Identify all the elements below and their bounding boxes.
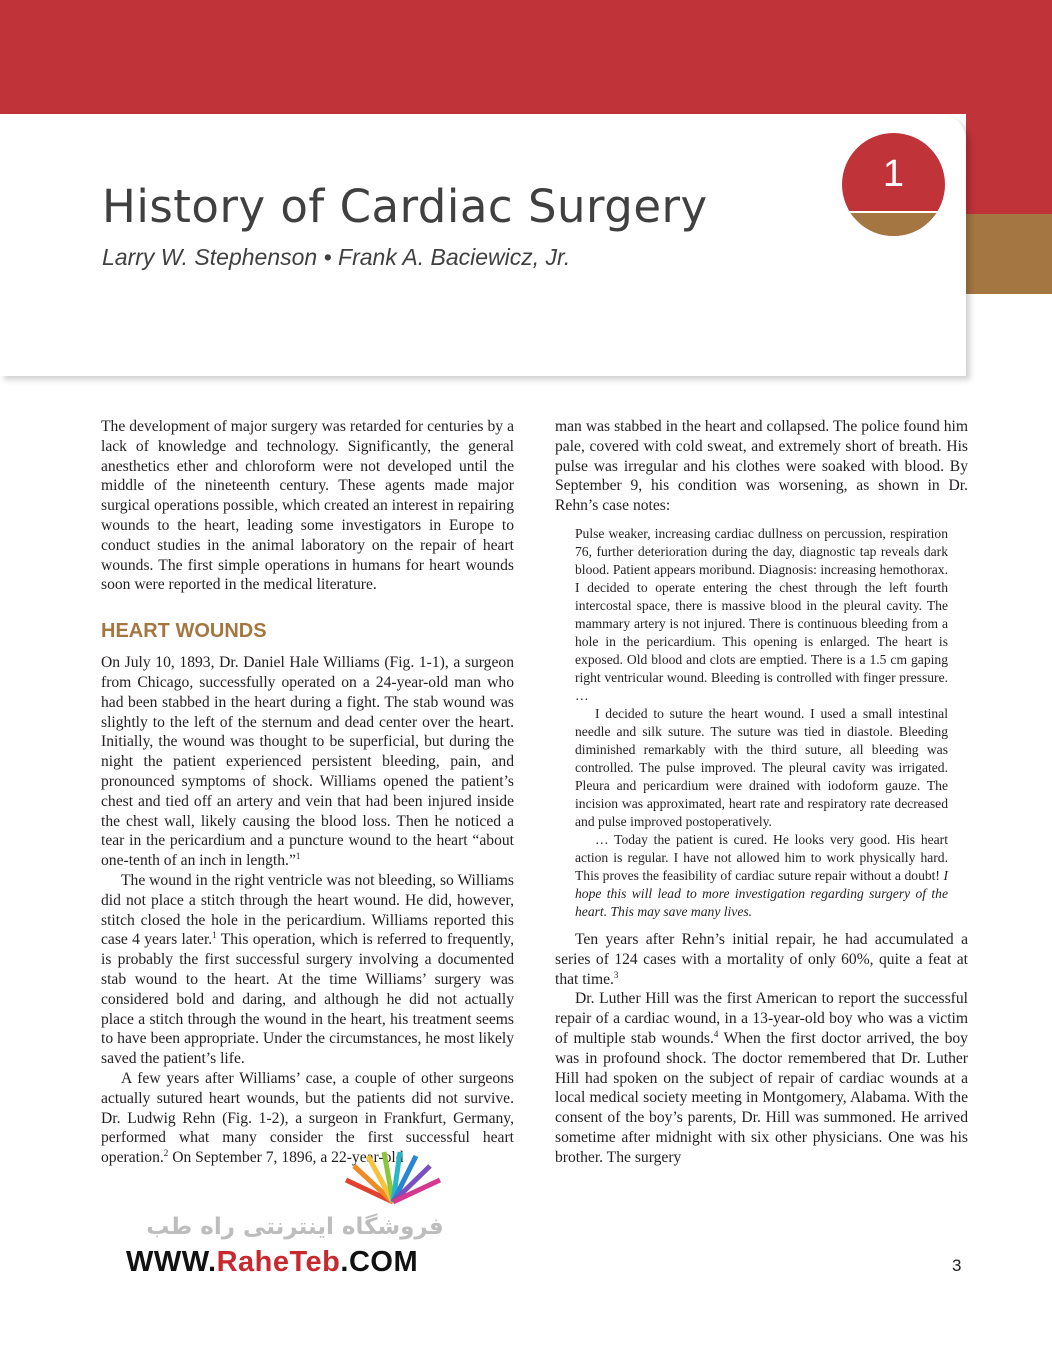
chapter-title: History of Cardiac Surgery (102, 180, 708, 233)
reference-marker: 3 (613, 969, 619, 980)
intro-paragraph: The development of major surgery was retarded for centuries by a lack of knowledge and technology. Significantly, the general anesthetics ether and chloroform were not developed until the middle of the nineteenth century. These agents made major surgical operations possible, which created an interest in repairing wounds to the heart, leading some investigators in Europe to conduct studies in the animal laboratory on the repair of heart wounds. The first simple operations in humans for heart wounds soon were reported in the medical literature. (101, 418, 514, 594)
site-watermark (110, 1147, 470, 1280)
reference-marker: 1 (212, 930, 217, 941)
paragraph-text: A few years after Williams’ case, a couple of other surgeons actually sutured heart wounds, but the patients did not survive. Dr. Ludwig Rehn (Fig. 1-2), a surgeon in Frankfurt, Germany, performed what many consider the first successful heart operation. (101, 1069, 514, 1167)
paragraph-text: Dr. Luther Hill was the first American to report the successful repair of a cardiac wound, in a 13-year-old boy who was a victim of multiple stab wounds. (555, 990, 968, 1047)
chapter-authors: Larry W. Stephenson • Frank A. Baciewicz, Jr. (102, 244, 571, 270)
paragraph-text: This operation, which is referred to frequently, is probably the first successful surgery involving a documented stab wound to the heart. At the time Williams’ surgery was considered bold and daring, and although he did not actually place a stitch through the wound in the heart, his treatment seems to have been appropriate. Under the circumstances, he most likely saved the patient’s life. (101, 931, 514, 1068)
chapter-badge-divider (842, 211, 945, 213)
book-fan-logo-icon (338, 1150, 448, 1206)
reference-marker: 4 (713, 1028, 719, 1039)
page-number: 3 (952, 1256, 962, 1275)
quote-text: … Today the patient is cured. He looks very good. His heart action is regular. I have not allowed him to work physically hard. This proves the feasibility of cardiac suture repair without a doubt! (575, 831, 948, 883)
watermark-url-suffix: .COM (340, 1246, 419, 1278)
body-paragraph (555, 930, 968, 989)
watermark-url-prefix: WWW. (126, 1246, 217, 1278)
quote-paragraph: Pulse weaker, increasing cardiac dullness on percussion, respiration 76, further deterioration during the day, diagnostic tap reveals dark blood. Patient appears moribund. Diagnosis: increasing hemothorax. I decided to operate entering the chest through the left fourth intercostal space, there is massive blood in the pleural cavity. The mammary artery is not injured. There is continuous bleeding from a hole in the pericardium. This opening is enlarged. The heart is exposed. Old blood and clots are emptied. There is a 1.5 cm gaping right ventricular wound. Bleeding is controlled with finger pressure. … (575, 525, 948, 703)
case-notes-quote (575, 525, 948, 921)
chapter-badge (842, 133, 945, 236)
right-column (555, 417, 968, 1168)
section-heading: HEART WOUNDS (101, 620, 267, 643)
body-paragraph (101, 871, 514, 1069)
quote-italic-text: I hope this will lead to more investigation regarding surgery of the heart. This may save many lives. (575, 867, 948, 919)
left-column (101, 417, 514, 1168)
paragraph-text: When the first doctor arrived, the boy was in profound shock. The doctor remembered that Dr. Luther Hill had spoken on the subject of repair of cardiac wounds at a local medical society meeting in Montgomery, Alabama. With the consent of the boy’s parents, Dr. Hill was summoned. He arrived sometime after midnight with six other physicians. One was his brother. The surgery (555, 1029, 968, 1166)
body-paragraph (101, 653, 514, 871)
chapter-number: 1 (882, 153, 905, 195)
body-paragraph (555, 989, 968, 1167)
body-paragraph: man was stabbed in the heart and collapsed. The police found him pale, covered with cold sweat, and extremely short of breath. His pulse was irregular and his clothes were soaked with blood. By September 9, his condition was worsening, as shown in Dr. Rehn’s case notes: (555, 418, 968, 515)
side-brown-tab (966, 214, 1052, 294)
paragraph-text: Ten years after Rehn’s initial repair, he had accumulated a series of 124 cases with a mortality of only 60%, quite a feat at that time. (555, 930, 968, 988)
paragraph-text: On July 10, 1893, Dr. Daniel Hale Williams (Fig. 1-1), a surgeon from Chicago, successfully operated on a 24-year-old man who had been stabbed in the heart during a fight. The stab wound was slightly to the left of the sternum and dead center over the heart. Initially, the wound was thought to be superficial, but during the night the patient experienced persistent bleeding, pain, and pronounced symptoms of shock. Williams opened the patient’s chest and tied off an artery and vein that had been injured inside the chest wall, likely causing the blood loss. Then he noticed a tear in the pericardium and a puncture wound to the heart “about one-tenth of an inch in length.” (101, 654, 514, 870)
quote-paragraph: I decided to suture the heart wound. I used a small intestinal needle and silk suture. The suture was tied in diastole. Bleeding diminished remarkably with the third suture, all bleeding was controlled. The pulse improved. The pleural cavity was irrigated. Pleura and pericardium were drained with iodoform gauze. The incision was approximated, heart rate and respiratory rate decreased and pulse improved postoperatively. (575, 705, 948, 829)
watermark-url-brand: RaheTeb (216, 1246, 341, 1278)
reference-marker: 2 (163, 1147, 169, 1158)
paragraph-text: The wound in the right ventricle was not bleeding, so Williams did not place a stitch through the heart wound. He did, however, stitch closed the hole in the pericardium. Williams reported this case 4 years later. (101, 871, 514, 949)
side-red-tab (966, 114, 1052, 214)
reference-marker: 1 (295, 850, 301, 861)
header-red-band (0, 0, 1052, 114)
chapter-badge-lower (842, 213, 945, 236)
watermark-url (126, 1246, 418, 1279)
quote-paragraph (575, 831, 948, 921)
watermark-persian-text: فروشگاه اینترنتی راه طب (146, 1214, 444, 1240)
paragraph-text: On September 7, 1896, a 22-year-old (168, 1149, 404, 1167)
